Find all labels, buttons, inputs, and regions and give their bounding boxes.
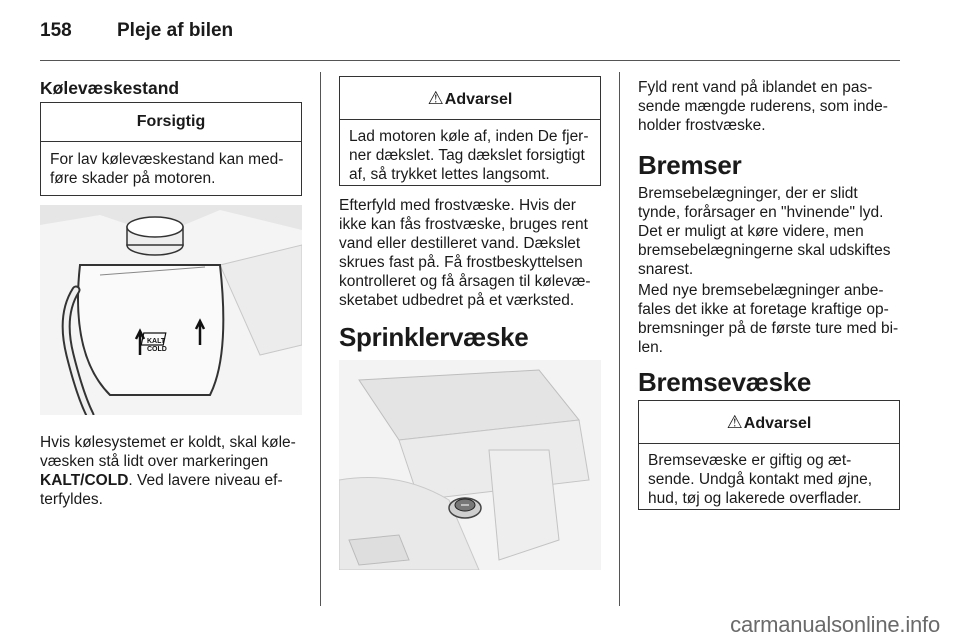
brakes-heading: Bremser [638, 150, 742, 180]
page-number: 158 [40, 20, 72, 41]
warning-header [639, 401, 899, 444]
text-line-with-bold [40, 471, 315, 490]
warning-box-coolant [339, 76, 601, 186]
warning-box-brake-fluid [638, 400, 900, 510]
text-line: skrues fast på. Få frostbeskyttelsen [339, 254, 583, 271]
coolant-heading: Kølevæskestand [40, 78, 180, 98]
warning-triangle-icon: ⚠ [427, 88, 444, 108]
text-line: vand eller destilleret vand. Dækslet [339, 235, 581, 252]
text-line: sende mængde ruderens, som inde- [638, 98, 888, 115]
refill-body-text [339, 196, 614, 310]
column-divider-1 [320, 72, 321, 606]
caution-text-line: For lav kølevæskestand kan med- [50, 151, 284, 168]
text-line: holder frostvæske. [638, 117, 766, 134]
caution-title: Forsigtig [41, 103, 301, 142]
text-line: fales det ikke at foretage kraftige op- [638, 301, 889, 318]
warning-text-line: sende. Undgå kontakt med øjne, [648, 471, 873, 488]
coolant-reservoir-drawing [40, 205, 302, 415]
warning-text-line: Bremsevæske er giftig og æt- [648, 452, 852, 469]
text-line: kontrolleret og få årsagen til kølevæ- [339, 273, 591, 290]
warning-title: Advarsel [743, 415, 812, 432]
brakes-paragraph-2 [638, 281, 913, 357]
text-line: terfyldes. [40, 491, 103, 508]
text-line: Det er muligt at køre videre, men [638, 223, 864, 240]
text-line: snarest. [638, 261, 694, 278]
warning-header [340, 77, 600, 120]
coolant-body-text [40, 433, 315, 509]
column-divider-2 [619, 72, 620, 606]
header-divider [40, 60, 900, 61]
washer-intro-text [638, 78, 913, 135]
warning-text-line: ner dækslet. Tag dækslet forsigtigt [349, 147, 585, 164]
text-line: Med nye bremsebelægninger anbe- [638, 282, 884, 299]
text-line: bremsebelægningerne skal udskiftes [638, 242, 891, 259]
kalt-label: KALT [147, 338, 166, 345]
washer-fluid-illustration [339, 360, 601, 570]
text-line: ikke kan fås frostvæske, bruges rent [339, 216, 588, 233]
watermark: carmanualsonline.info [730, 612, 940, 637]
text-line: bremsninger på de første ture med bi- [638, 320, 899, 337]
warning-text-line: hud, tøj og lakerede overflader. [648, 490, 862, 507]
text-fragment: . Ved lavere niveau ef- [128, 472, 283, 489]
cold-label: COLD [147, 346, 167, 353]
text-line: Bremsebelægninger, der er slidt [638, 185, 858, 202]
washer-fluid-heading: Sprinklervæske [339, 322, 529, 352]
warning-text-line: Lad motoren køle af, inden De fjer- [349, 128, 589, 145]
kalt-cold-marking: KALT/COLD [40, 472, 129, 489]
warning-title: Advarsel [444, 91, 513, 108]
brakes-paragraph-1 [638, 184, 913, 279]
text-line: væsken stå lidt over markeringen [40, 453, 269, 470]
text-line: len. [638, 339, 663, 356]
warning-triangle-icon: ⚠ [726, 412, 743, 432]
brake-fluid-heading: Bremsevæske [638, 367, 812, 397]
caution-text-line: føre skader på motoren. [50, 170, 216, 187]
coolant-reservoir-illustration [40, 205, 302, 415]
text-line: Fyld rent vand på iblandet en pas- [638, 79, 873, 96]
warning-text-line: af, så trykket lettes langsomt. [349, 166, 550, 183]
text-line: tynde, forårsager en "hvinende" lyd. [638, 204, 884, 221]
text-line: sketabet udbedret på et værksted. [339, 292, 575, 309]
text-line: Hvis kølesystemet er koldt, skal køle- [40, 434, 296, 451]
chapter-title: Pleje af bilen [117, 20, 234, 41]
text-line: Efterfyld med frostvæske. Hvis der [339, 197, 576, 214]
caution-box [40, 102, 302, 196]
washer-fluid-drawing [339, 360, 601, 570]
